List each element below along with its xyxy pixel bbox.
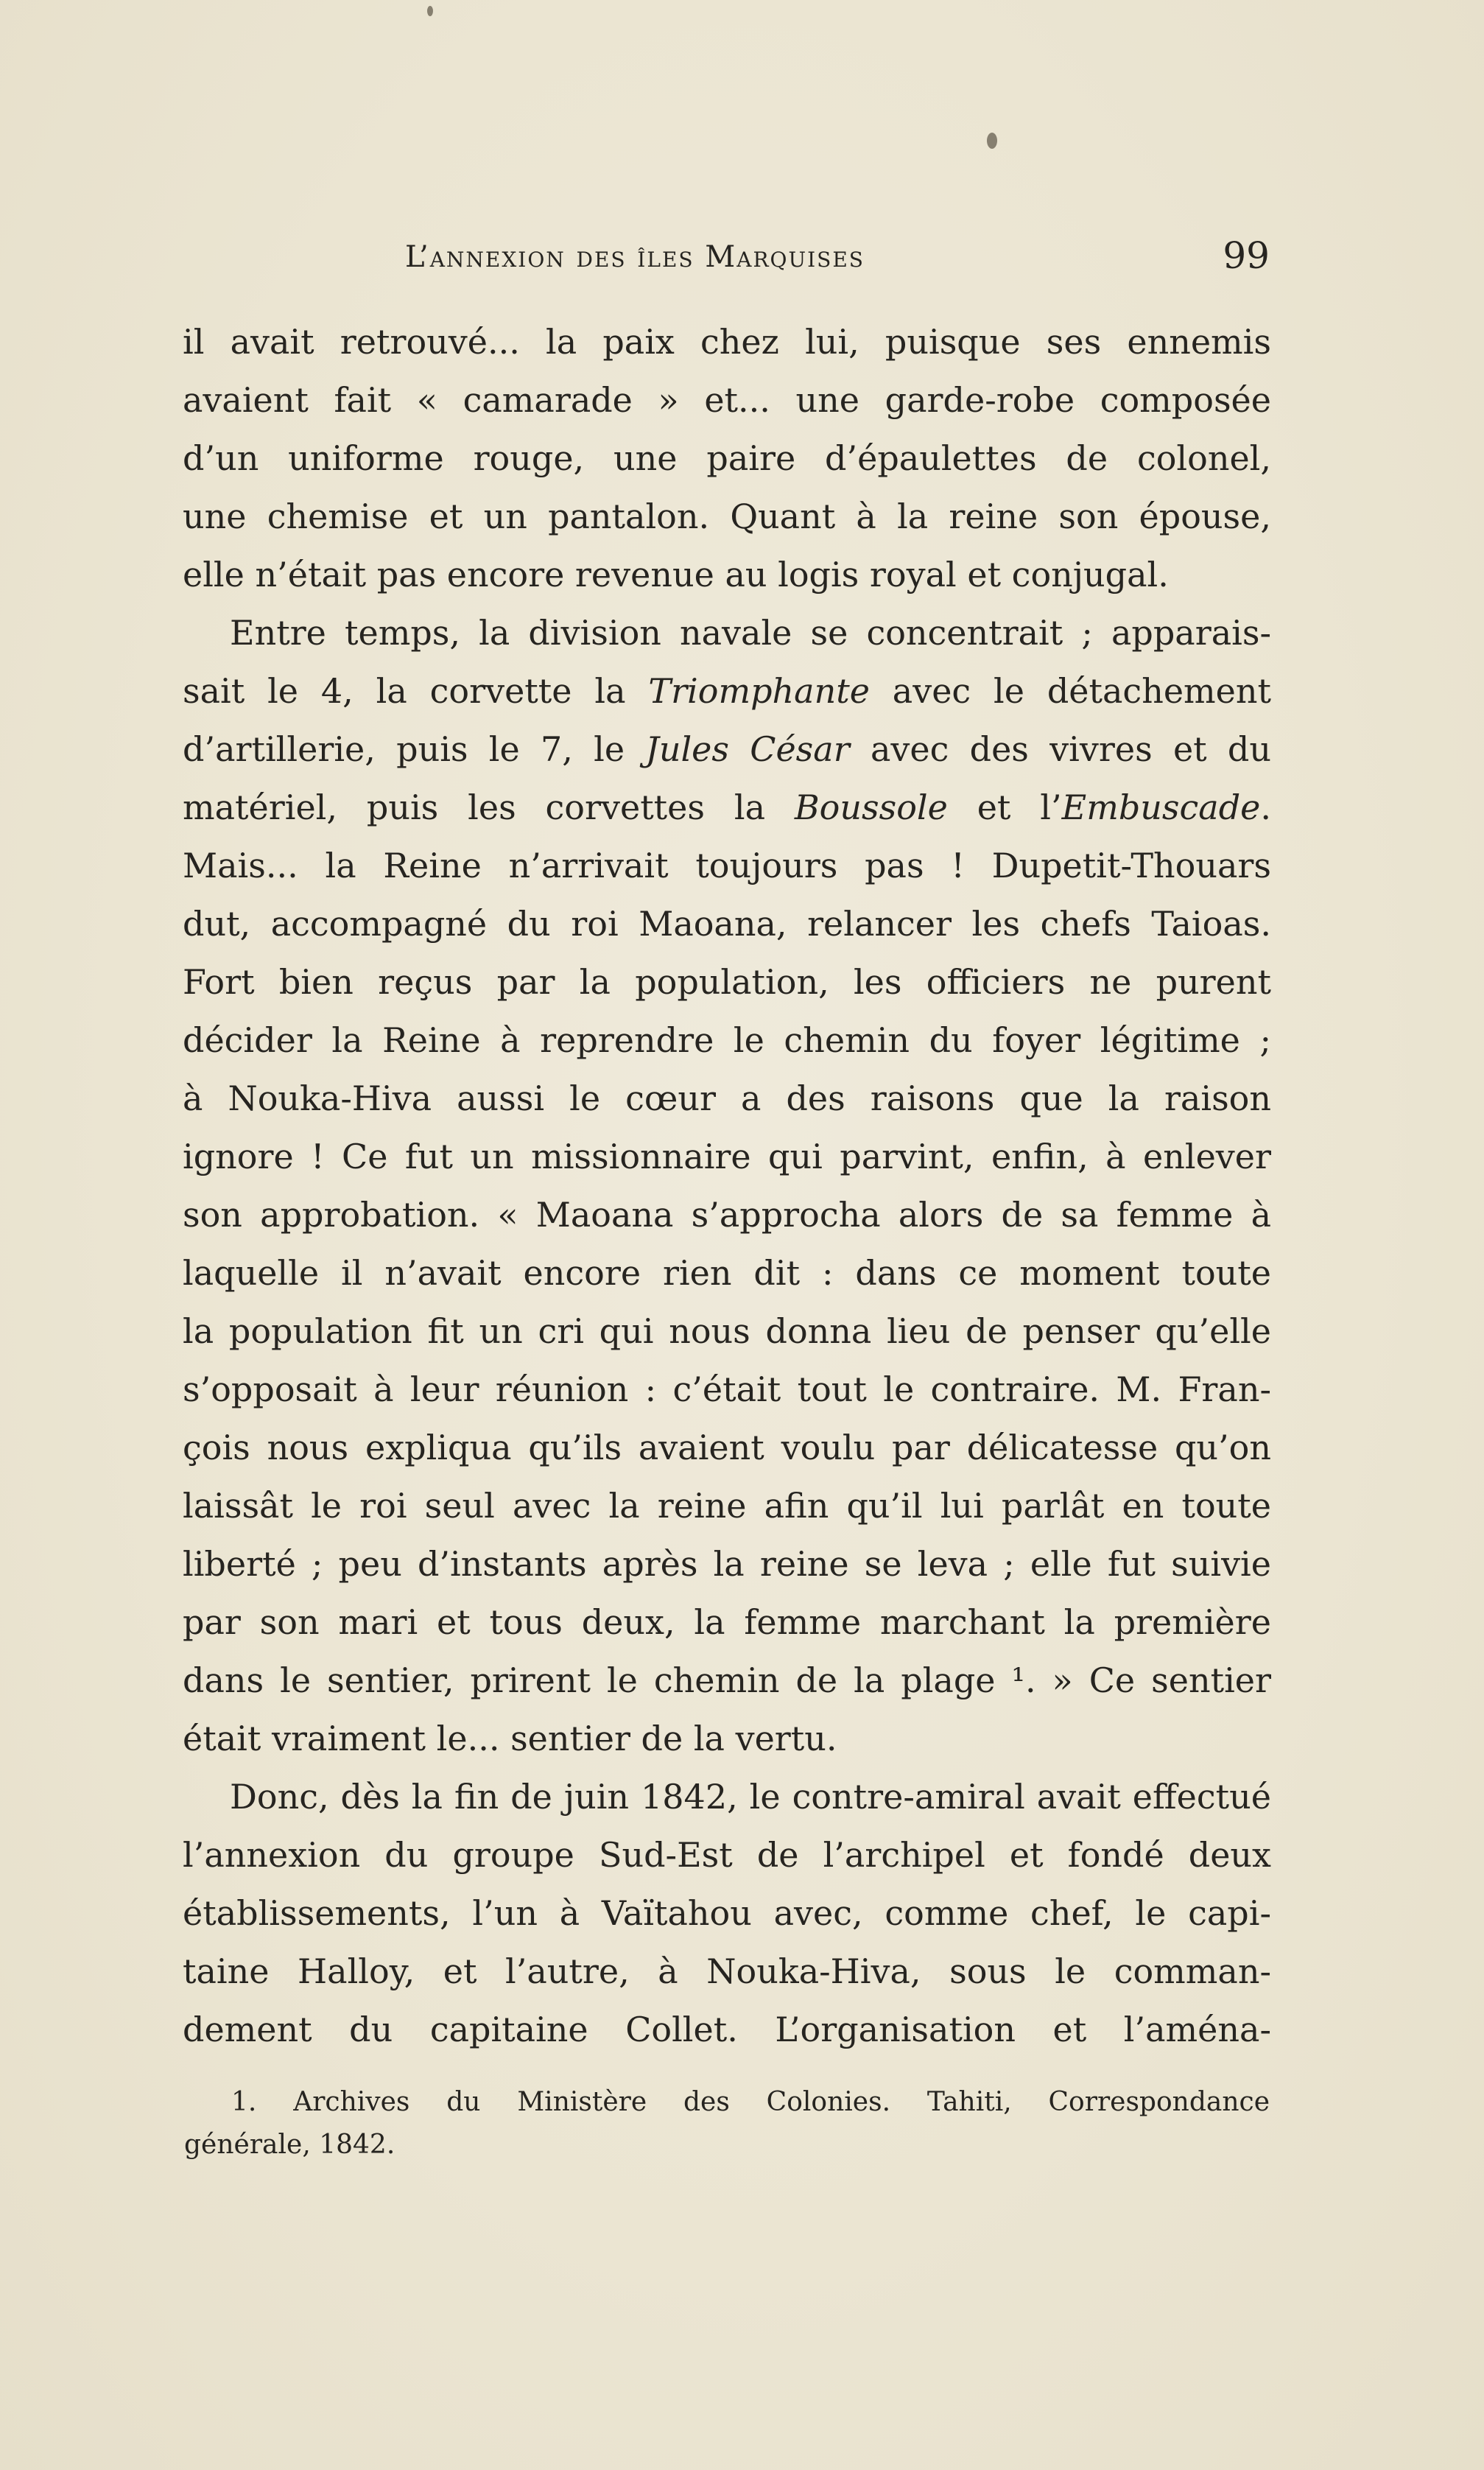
text-line: elle n’était pas encore revenue au logis royal et conjugal. — [183, 555, 1169, 594]
text-line: çois nous expliqua qu’ils avaient voulu par délicatesse qu’on — [183, 1428, 1271, 1467]
text-line: liberté ; peu d’instants après la reine se leva ; elle fut suivie — [183, 1544, 1271, 1584]
footnote-line: 1. Archives du Ministère des Colonies. Tahiti, Correspondance — [231, 2087, 1270, 2117]
text-line: par son mari et tous deux, la femme marchant la première — [183, 1602, 1271, 1642]
page-header — [184, 234, 1270, 287]
footnote-line: générale, 1842. — [184, 2130, 395, 2160]
text-line: dans le sentier, prirent le chemin de la plage ¹. » Ce sentier — [183, 1660, 1271, 1700]
text-line: s’opposait à leur réunion : c’était tout le contraire. M. Fran- — [183, 1369, 1271, 1409]
text-line: sait le 4, la corvette la Triomphante avec le détachement — [183, 671, 1271, 711]
text-line: à Nouka-Hiva aussi le cœur a des raisons que la raison — [183, 1078, 1271, 1118]
body-text — [183, 313, 1271, 2059]
text-line: dut, accompagné du roi Maoana, relancer les chefs Taioas. — [183, 904, 1271, 944]
running-title: L’annexion des îles Marquises — [405, 240, 865, 274]
text-line: laissât le roi seul avec la reine afin qu’il lui parlât en toute — [183, 1486, 1271, 1526]
text-line: d’un uniforme rouge, une paire d’épaulettes de colonel, — [183, 438, 1271, 478]
text-line: établissements, l’un à Vaïtahou avec, comme chef, le capi- — [183, 1893, 1271, 1933]
text-line: Entre temps, la division navale se concentrait ; apparais- — [230, 613, 1271, 653]
text-line: son approbation. « Maoana s’approcha alors de sa femme à — [183, 1195, 1271, 1235]
text-line: Fort bien reçus par la population, les officiers ne purent — [183, 962, 1271, 1002]
text-line: une chemise et un pantalon. Quant à la reine son épouse, — [183, 497, 1271, 536]
text-line: était vraiment le... sentier de la vertu. — [183, 1719, 837, 1758]
text-line: l’annexion du groupe Sud-Est de l’archipel et fondé deux — [183, 1835, 1271, 1875]
text-line: avaient fait « camarade » et... une garde-robe composée — [183, 380, 1271, 420]
text-line: laquelle il n’avait encore rien dit : dans ce moment toute — [183, 1253, 1271, 1293]
text-line: taine Halloy, et l’autre, à Nouka-Hiva, sous le comman- — [183, 1951, 1271, 1991]
text-line: il avait retrouvé... la paix chez lui, puisque ses ennemis — [183, 322, 1271, 362]
text-line: Donc, dès la fin de juin 1842, le contre-amiral avait effectué — [230, 1777, 1271, 1817]
text-line: décider la Reine à reprendre le chemin du foyer légitime ; — [183, 1020, 1271, 1060]
footnotes — [184, 2081, 1270, 2166]
text-line: matériel, puis les corvettes la Boussole et l’Embuscade. — [183, 787, 1271, 827]
text-line: la population fit un cri qui nous donna lieu de penser qu’elle — [183, 1311, 1271, 1351]
text-line: ignore ! Ce fut un missionnaire qui parvint, enfin, à enlever — [183, 1137, 1271, 1176]
ink-spot — [427, 6, 433, 16]
ink-spot — [987, 133, 997, 149]
text-line: Mais... la Reine n’arrivait toujours pas ! Dupetit-Thouars — [183, 846, 1271, 885]
page-number: 99 — [1223, 234, 1270, 277]
text-line: d’artillerie, puis le 7, le Jules César avec des vivres et du — [183, 729, 1271, 769]
text-line: dement du capitaine Collet. L’organisation et l’aména- — [183, 2010, 1271, 2049]
